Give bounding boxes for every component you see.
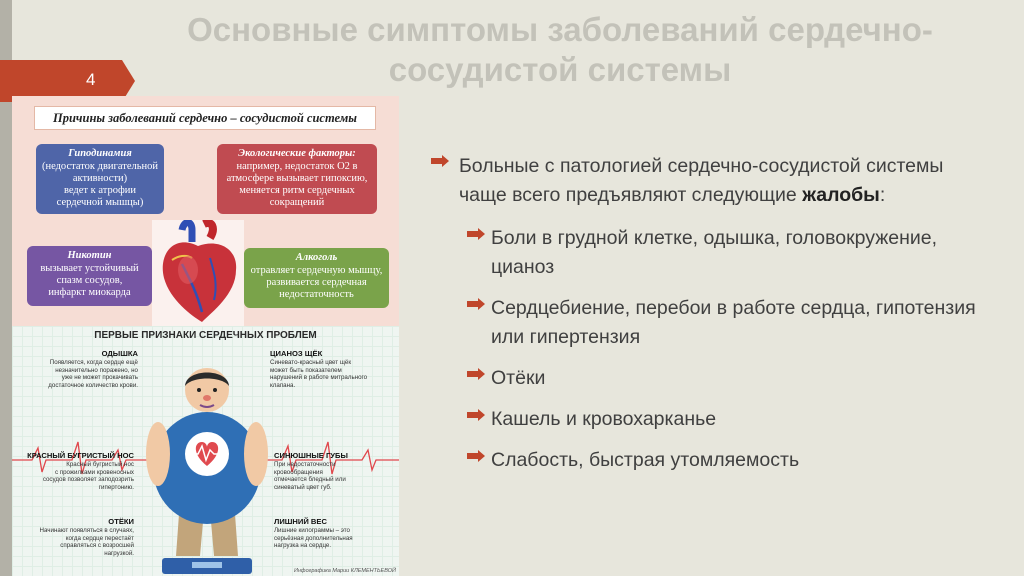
- sign-red-nose: [12, 452, 134, 491]
- arrow-bullet-icon: [467, 228, 485, 240]
- complaint-text: Отёки: [491, 367, 546, 389]
- complaint-item: [425, 294, 995, 352]
- complaint-text: Боли в грудной клетке, одышка, головокружение, цианоз: [491, 227, 938, 278]
- heart-icon: [152, 220, 244, 326]
- arrow-bullet-icon: [467, 368, 485, 380]
- first-signs-panel: [12, 326, 399, 576]
- sign-title: ЛИШНИЙ ВЕС: [274, 517, 327, 526]
- sign-text: Красный бугристый нос с прожилками кровеносных сосудов позволяет заподозрить гипертонию.: [42, 461, 134, 491]
- causes-banner-text: Причины заболеваний сердечно – сосудистой системы: [53, 111, 357, 125]
- overweight-person-illustration: [142, 350, 272, 576]
- complaint-item: [425, 446, 995, 475]
- slide-title: Основные симптомы заболеваний сердечно-сосудистой системы: [187, 11, 933, 88]
- complaint-text: Слабость, быстрая утомляемость: [491, 449, 800, 471]
- arrow-bullet-icon: [467, 298, 485, 310]
- slide-number: 4: [86, 70, 96, 89]
- sign-title: ЦИАНОЗ ЩЁК: [270, 349, 323, 358]
- cause-card-ecology: [217, 144, 377, 214]
- intro-colon: :: [879, 184, 886, 206]
- complaint-item: [425, 224, 995, 282]
- sign-text: Начинают появляться в случаях, когда сердце перестаёт справляться с возросшей нагрузкой.: [39, 527, 134, 557]
- complaint-item: [425, 405, 995, 434]
- arrow-bullet-icon: [467, 409, 485, 421]
- arrow-bullet-icon: [467, 450, 485, 462]
- cause-title: Гиподинамия: [68, 148, 132, 159]
- sign-title: КРАСНЫЙ БУГРИСТЫЙ НОС: [27, 451, 134, 460]
- causes-banner: [34, 106, 376, 130]
- infographic-credit: Инфографика Марии КЛЕМЕНТЬЕВОЙ: [293, 568, 396, 574]
- causes-panel: [12, 96, 399, 326]
- cause-title: Алкоголь: [295, 252, 338, 263]
- complaints-list: [425, 152, 995, 487]
- causes-symptoms-infographic: [12, 96, 399, 576]
- sign-title: ОДЫШКА: [101, 349, 138, 358]
- cause-card-hypodynamia: [36, 144, 164, 214]
- anatomical-heart-image: [152, 220, 244, 326]
- complaint-text: Сердцебиение, перебои в работе сердца, гипотензия или гипертензия: [491, 297, 976, 348]
- sign-cheek-cyanosis: [270, 350, 392, 389]
- sign-text: Лишние килограммы – это серьёзная дополнительная нагрузка на сердце.: [274, 527, 353, 550]
- cause-text: например, недостаток О2 в атмосфере вызывает гипоксию, меняется ритм сердечных сокращений: [226, 161, 368, 208]
- sign-shortness-of-breath: [16, 350, 138, 389]
- complaint-text: Кашель и кровохарканье: [491, 408, 717, 430]
- first-signs-title: ПЕРВЫЕ ПРИЗНАКИ СЕРДЕЧНЫХ ПРОБЛЕМ: [94, 330, 317, 341]
- intro-text: Больные с патологией сердечно-сосудистой системы чаще всего предъявляют следующие: [459, 155, 944, 206]
- intro-bullet: [425, 152, 995, 210]
- cause-card-nicotine: [27, 246, 152, 306]
- sign-blue-lips: [274, 452, 396, 491]
- sign-edema: [12, 518, 134, 557]
- sign-text: При недостаточности кровообращения отмечается бледный или синеватый цвет губ.: [274, 461, 346, 491]
- arrow-bullet-icon: [431, 155, 449, 167]
- sign-title: СИНЮШНЫЕ ГУБЫ: [274, 451, 348, 460]
- cause-title: Никотин: [67, 250, 112, 261]
- cause-card-alcohol: [244, 248, 389, 308]
- intro-bold-text: жалобы: [802, 184, 880, 206]
- sign-text: Синевато-красный цвет щёк может быть показателем нарушений в работе митрального клапана.: [270, 359, 368, 389]
- complaint-item: [425, 364, 995, 393]
- sign-excess-weight: [274, 518, 396, 550]
- cause-text: вызывает устойчивый спазм сосудов, инфаркт миокарда: [40, 263, 139, 298]
- sign-text: Появляется, когда сердце ещё незначительно поражено, но уже не может прокачивать достаточное количество крови.: [48, 359, 138, 389]
- sign-title: ОТЁКИ: [108, 517, 134, 526]
- cause-title: Экологические факторы:: [238, 148, 356, 159]
- cause-text: (недостаток двигательной активности) ведет к атрофии сердечной мышцы): [41, 161, 159, 208]
- cause-text: отравляет сердечную мышцу, развивается сердечная недостаточность: [250, 265, 383, 300]
